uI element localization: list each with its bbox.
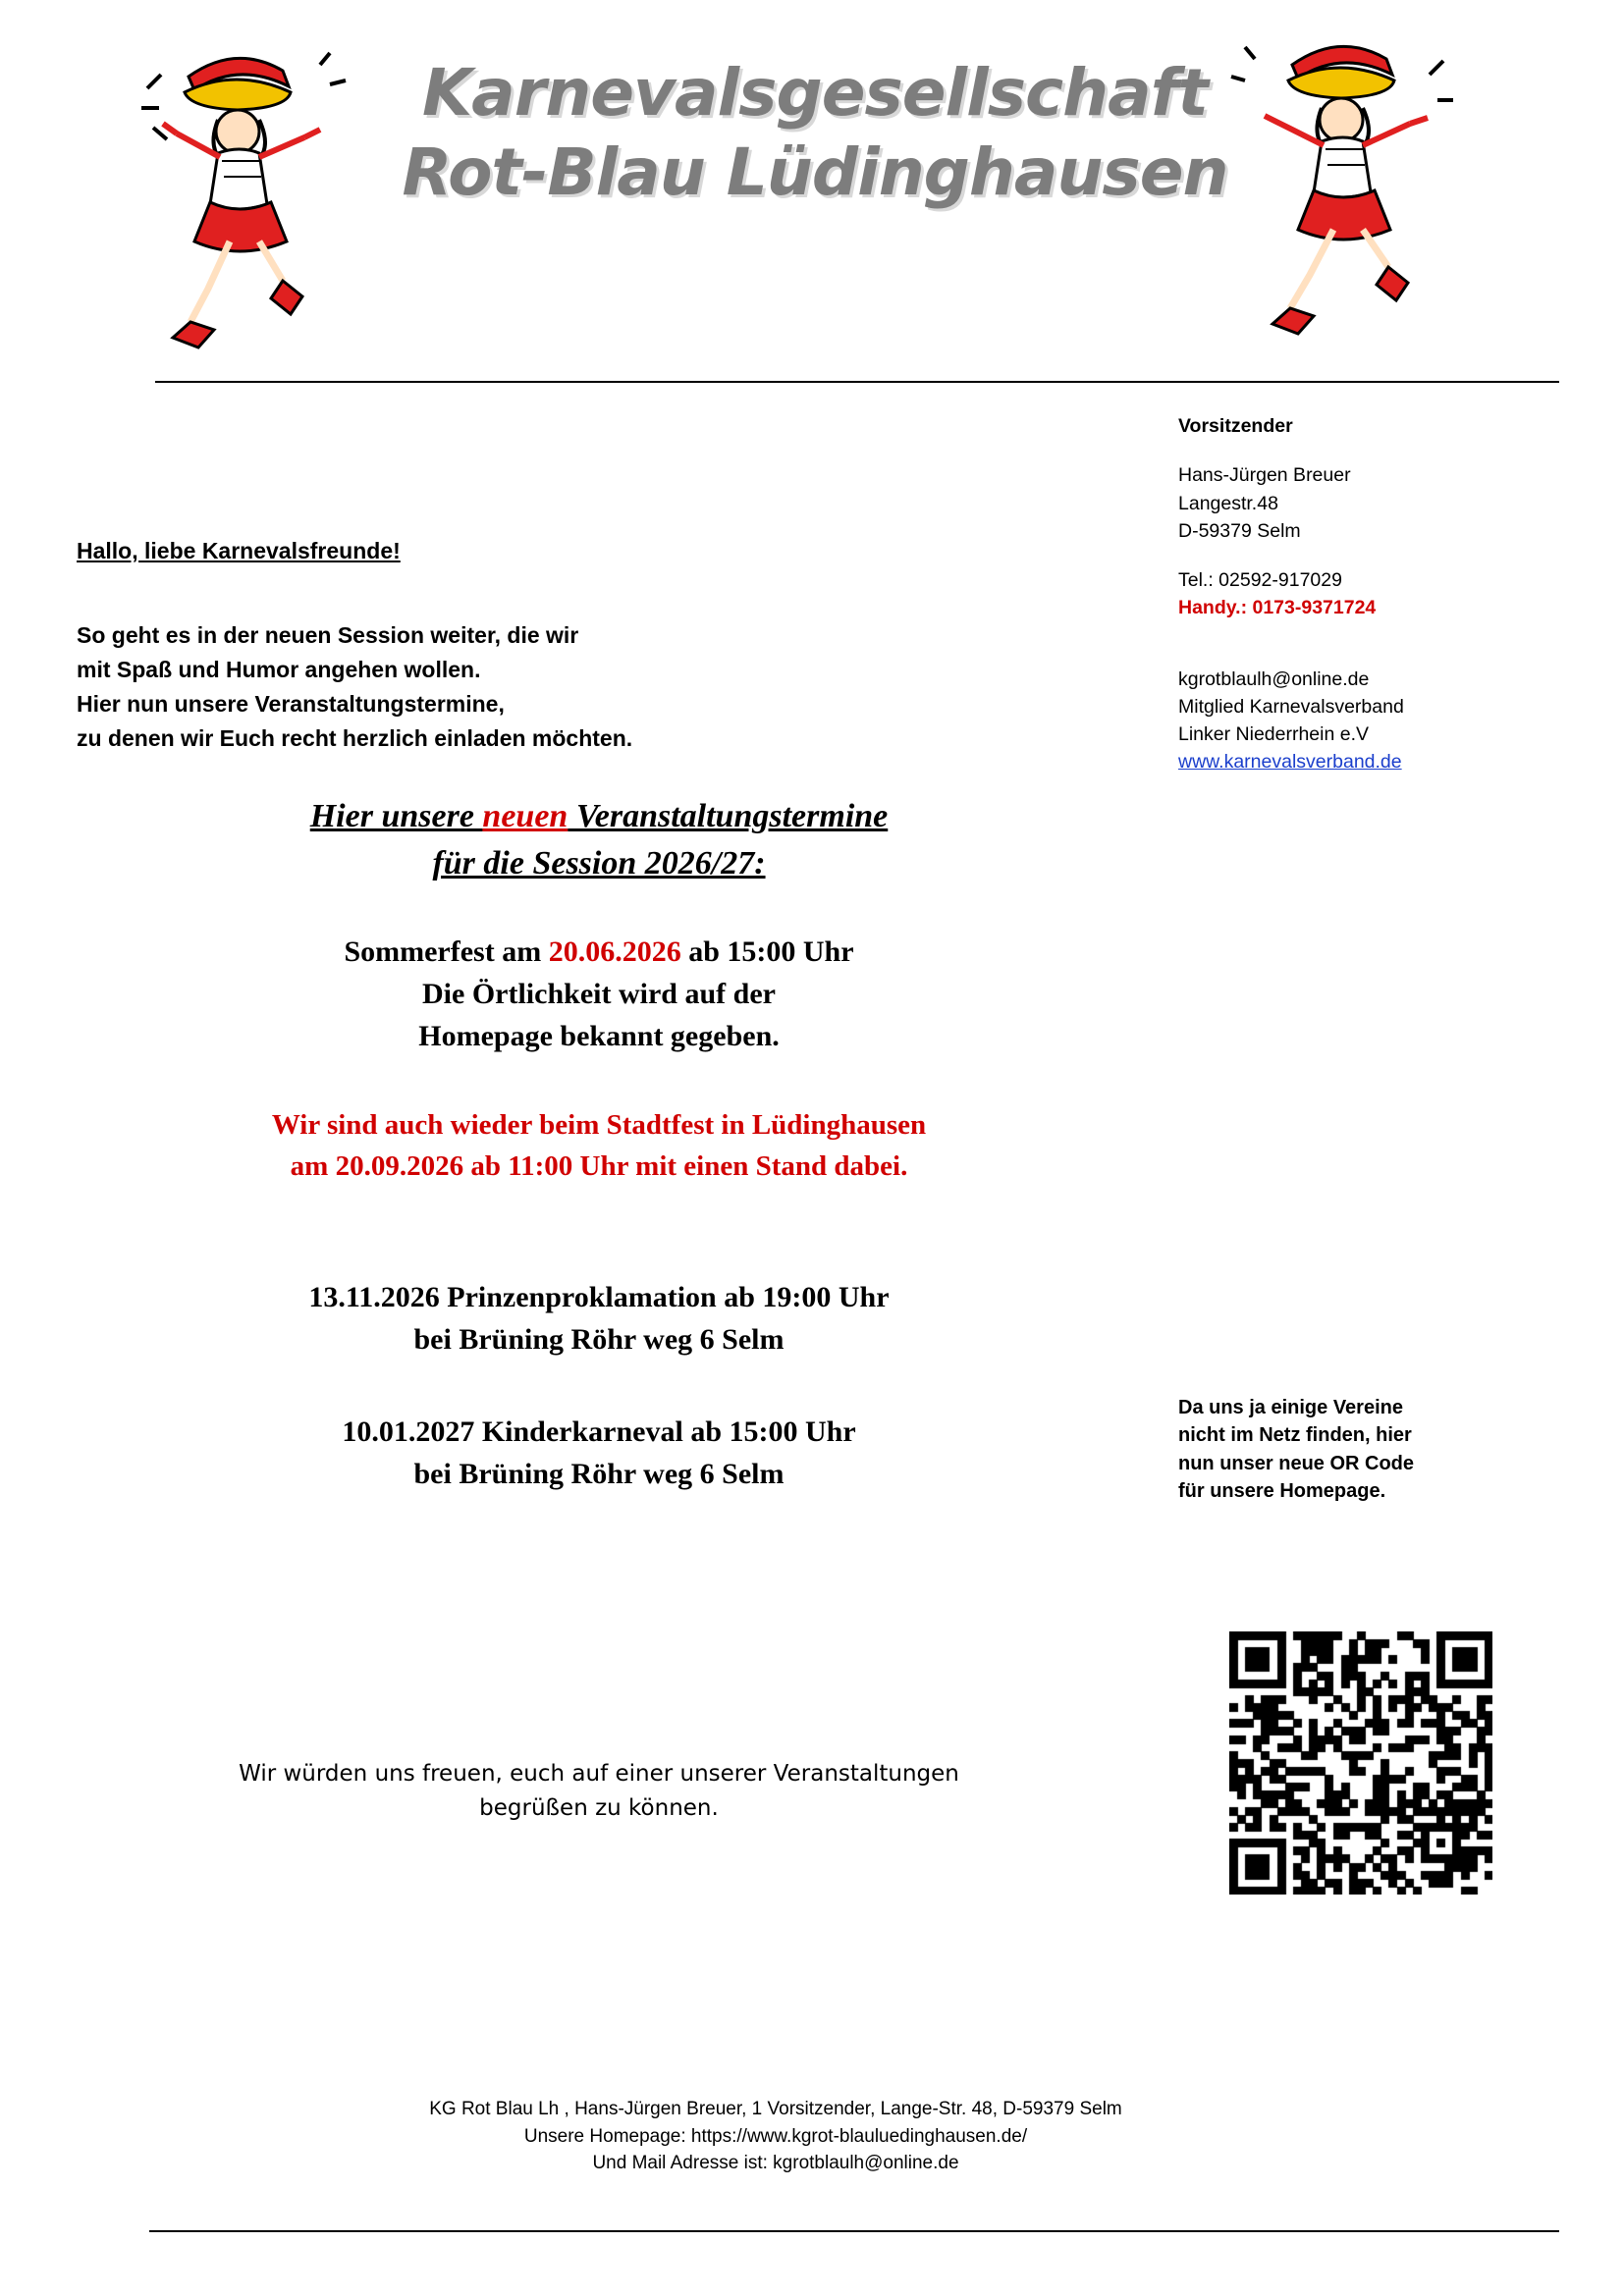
event-stadtfest (98, 1105, 1100, 1188)
footer-line1: KG Rot Blau Lh , Hans-Jürgen Breuer, 1 Vorsitzender, Lange-Str. 48, D-59379 Selm (429, 2099, 1122, 2119)
events-headline (108, 793, 1090, 888)
event-prinzenproklamation-line1: 13.11.2026 Prinzenproklamation ab 19:00 Uhr (308, 1281, 890, 1313)
headline-part1: Hier unsere (309, 798, 483, 834)
event-prinzenproklamation (108, 1276, 1090, 1361)
event-sommerfest-time: ab 15:00 Uhr (680, 935, 854, 968)
event-sommerfest-date: 20.06.2026 (548, 935, 681, 968)
association-website-link[interactable]: www.karnevalsverband.de (1178, 751, 1402, 774)
qr-note-line1: Da uns ja einige Vereine (1178, 1397, 1403, 1418)
spacer (1178, 622, 1571, 644)
spacer (1178, 440, 1571, 461)
contact-city: D-59379 Selm (1178, 519, 1301, 542)
contact-email[interactable]: kgrotblaulh@online.de (1178, 667, 1370, 690)
event-sommerfest-line3: Homepage bekannt gegeben. (418, 1020, 780, 1053)
event-prinzenproklamation-line2: bei Brüning Röhr weg 6 Selm (413, 1323, 785, 1357)
qr-code-homepage (1229, 1631, 1492, 1895)
contact-phone: Tel.: 02592-917029 (1178, 569, 1342, 592)
spacer (1178, 644, 1571, 666)
membership-line2: Linker Niederrhein e.V (1178, 723, 1370, 746)
headline-part2: Veranstaltungstermine (568, 798, 889, 834)
footer-email[interactable]: Und Mail Adresse ist: kgrotblaulh@online.de (592, 2153, 959, 2174)
intro-line-3: Hier nun unsere Veranstaltungstermine, (77, 690, 505, 717)
organization-title-line1: Karnevalsgesellschaft (422, 55, 1208, 131)
event-kinderkarneval-line1: 10.01.2027 Kinderkarneval ab 15:00 Uhr (342, 1415, 856, 1448)
closing-line1: Wir würden uns freuen, euch auf einer unserer Veranstaltungen (239, 1761, 959, 1787)
carnival-dancer-icon-left (128, 29, 353, 353)
headline-highlight: neuen (482, 798, 568, 834)
closing-line2: begrüßen zu können. (479, 1794, 719, 1821)
qr-note-line2: nicht im Netz finden, hier (1178, 1424, 1412, 1447)
event-sommerfest-line2: Die Örtlichkeit wird auf der (422, 978, 776, 1011)
qr-note-line4: für unsere Homepage. (1178, 1480, 1386, 1503)
events-headline-line1 (108, 793, 1090, 840)
footer-divider (149, 2230, 1559, 2232)
contact-street: Langestr.48 (1178, 492, 1278, 514)
intro-line-2: mit Spaß und Humor angehen wollen. (77, 656, 481, 682)
event-sommerfest-line1 (108, 931, 1090, 973)
document-header (0, 0, 1624, 393)
document-footer (157, 2096, 1394, 2177)
header-divider (155, 381, 1559, 383)
event-stadtfest-line1: Wir sind auch wieder beim Stadtfest in Lüdinghausen (271, 1109, 927, 1141)
footer-homepage[interactable]: Unsere Homepage: https://www.kgrot-blauluedinghausen.de/ (523, 2125, 1028, 2147)
event-sommerfest (108, 931, 1090, 1058)
closing-paragraph (108, 1757, 1090, 1825)
contact-block (1178, 412, 1571, 776)
membership-line1: Mitglied Karnevalsverband (1178, 695, 1404, 718)
events-headline-line2: für die Session 2026/27: (432, 845, 766, 882)
contact-mobile: Handy.: 0173-9371724 (1178, 597, 1377, 619)
event-stadtfest-line2: am 20.09.2026 ab 11:00 Uhr mit einen Stand dabei. (290, 1149, 908, 1182)
event-kinderkarneval-line2: bei Brüning Röhr weg 6 Selm (413, 1458, 785, 1491)
intro-paragraph (77, 618, 632, 756)
qr-note (1178, 1394, 1502, 1506)
event-kinderkarneval (108, 1411, 1090, 1495)
event-sommerfest-prefix: Sommerfest am (344, 935, 549, 968)
intro-line-4: zu denen wir Euch recht herzlich einladen möchten. (77, 724, 633, 751)
contact-name: Hans-Jürgen Breuer (1178, 464, 1351, 487)
intro-line-1: So geht es in der neuen Session weiter, die wir (77, 622, 579, 648)
spacer (1178, 545, 1571, 566)
greeting-text: Hallo, liebe Karnevalsfreunde! (77, 538, 401, 563)
organization-title-line2: Rot-Blau Lüdinghausen (402, 133, 1228, 210)
qr-note-line3: nun unser neue OR Code (1178, 1452, 1415, 1474)
organization-title (324, 54, 1306, 212)
contact-role: Vorsitzender (1178, 415, 1293, 437)
